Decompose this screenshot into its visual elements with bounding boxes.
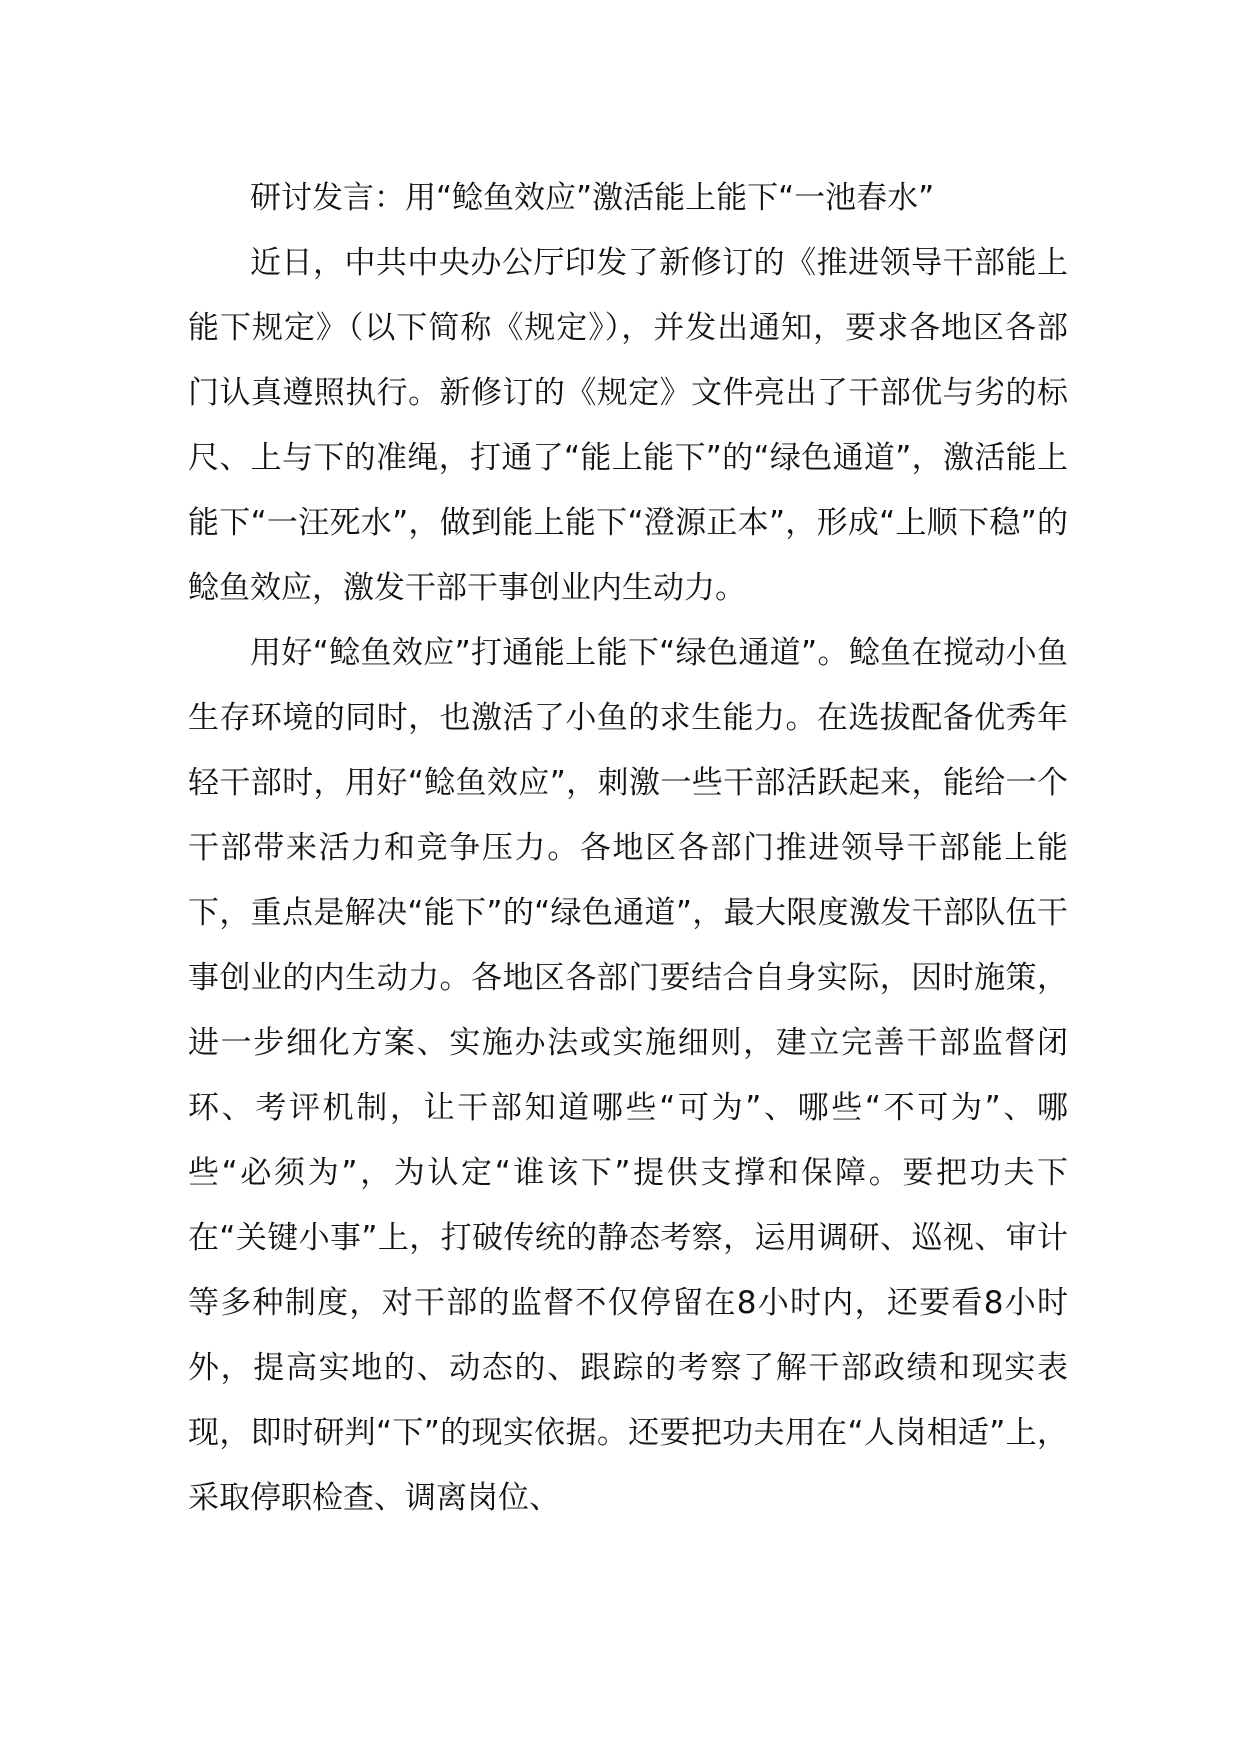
paragraph-intro: 近日，中共中央办公厅印发了新修订的《推进领导干部能上能下规定》（以下简称《规定》），并发出通知，要求各地区各部门认真遵照执行。新修订的《规定》文件亮出了干部优与劣的标尺、上与下的准绳，打通了“能上能下”的“绿色通道”，激活能上能下“一汪死水”，做到能上能下“澄源正本”，形成“上顺下稳”的鲶鱼效应，激发干部干事创业内生动力。: [188, 245, 1068, 606]
document-title: 研讨发言：用“鲶鱼效应”激活能上能下“一池春水”: [250, 180, 935, 216]
paragraph-catfish-effect: 用好“鲶鱼效应”打通能上能下“绿色通道”。鲶鱼在搅动小鱼生存环境的同时，也激活了小鱼的求生能力。在选拔配备优秀年轻干部时，用好“鲶鱼效应”，刺激一些干部活跃起来，能给一个干部带来活力和竞争压力。各地区各部门推进领导干部能上能下，重点是解决“能下”的“绿色通道”，最大限度激发干部队伍干事创业的内生动力。各地区各部门要结合自身实际，因时施策，进一步细化方案、实施办法或实施细则，建立完善干部监督闭环、考评机制，让干部知道哪些“可为”、哪些“不可为”、哪些“必须为”，为认定“谁该下”提供支撑和保障。要把功夫下在“关键小事”上，打破传统的静态考察，运用调研、巡视、审计等多种制度，对干部的监督不仅停留在8小时内，还要看8小时外，提高实地的、动态的、跟踪的考察了解干部政绩和现实表现，即时研判“下”的现实依据。还要把功夫用在“人岗相适”上，采取停职检查、调离岗位、: [188, 635, 1068, 1516]
document-body: [188, 166, 1068, 1531]
